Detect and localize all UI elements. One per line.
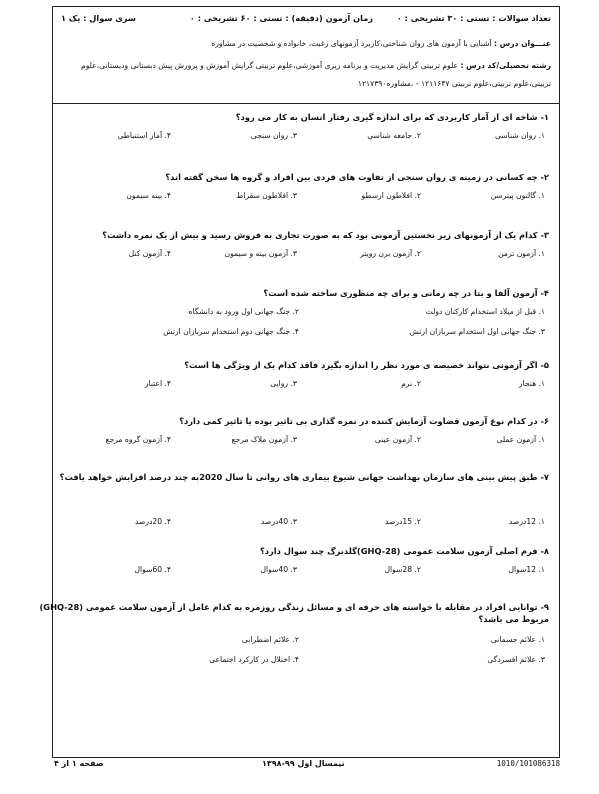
option-3[interactable]: ۳. افلاطون سقراط bbox=[236, 191, 297, 200]
option-1[interactable]: ۱. روان شناسی bbox=[494, 131, 545, 140]
exam-code: 1010/101086318 bbox=[496, 759, 560, 768]
exam-header bbox=[53, 7, 559, 104]
question-1 bbox=[63, 111, 549, 145]
option-2[interactable]: ۲. علائم اضطرابی bbox=[241, 635, 299, 644]
option-2[interactable]: ۲. 15درصد bbox=[384, 517, 421, 526]
page-number: صفحه ۱ از ۴ bbox=[54, 759, 104, 768]
question-3 bbox=[63, 229, 549, 263]
option-2[interactable]: ۲. 28سوال bbox=[384, 565, 421, 574]
option-2[interactable]: ۲. جامعه شناسی bbox=[367, 131, 421, 140]
question-text: ۸- فرم اصلی آزمون سلامت عمومی (GHQ-28)گلدبرگ چند سوال دارد؟ bbox=[259, 546, 549, 556]
header-top-row bbox=[61, 13, 551, 27]
option-4[interactable]: ۴. 60سوال bbox=[134, 565, 171, 574]
option-4[interactable]: ۴. اعتبار bbox=[144, 379, 171, 388]
exam-frame bbox=[39, 6, 560, 758]
field-line bbox=[61, 61, 551, 70]
question-5 bbox=[63, 359, 549, 393]
options-row bbox=[63, 379, 549, 393]
option-3[interactable]: ۳. روایی bbox=[270, 379, 297, 388]
options-row bbox=[63, 131, 549, 145]
option-1[interactable]: ۱. 12سوال bbox=[508, 565, 545, 574]
field-label: رشته تحصیلی/کد درس : bbox=[460, 61, 551, 70]
option-1[interactable]: ۱. آزمون عملی bbox=[496, 435, 545, 444]
options-row bbox=[63, 655, 549, 669]
question-9 bbox=[39, 601, 549, 669]
question-8 bbox=[63, 545, 549, 579]
option-3[interactable]: ۳. علائم افسردگی bbox=[487, 655, 545, 664]
question-text: ۶- در کدام نوع آزمون قضاوت آزمایش کننده در نمره گذاری بی تاثیر بوده یا تاثیر کمی دارد؟ bbox=[179, 416, 549, 426]
option-2[interactable]: ۲. آزمون برن رویتر bbox=[360, 249, 421, 258]
question-count: تعداد سوالات : تستی : ۳۰ تشریحی : ۰ bbox=[396, 13, 551, 23]
option-4[interactable]: ۴. آزمون کتل bbox=[128, 249, 171, 258]
option-1[interactable]: ۱. هنجار bbox=[518, 379, 545, 388]
option-4[interactable]: ۴. بینه سیمون bbox=[126, 191, 171, 200]
option-4[interactable]: ۴. اختلال در کارکرد اجتماعی bbox=[209, 655, 299, 664]
question-4 bbox=[63, 287, 549, 341]
field-value-2: تربیتی،علوم تربیتی،علوم تربیتی ۱۲۱۱۶۴۷ - ،مشاوره۱۲۱۷۳۹۰ bbox=[357, 79, 551, 88]
option-3[interactable]: ۳. آزمون ملاک مرجع bbox=[231, 435, 297, 444]
question-text: ۳- کدام یک از آزمونهای زیر نخستین آزمونی بود که به صورت تجاری به فروش رسید و بیش از یک نمره داشت؟ bbox=[102, 230, 549, 240]
options-row bbox=[63, 435, 549, 449]
question-text: ۱- شاخه ای از آمار کاربردی که برای اندازه گیری رفتار انسان به کار می رود؟ bbox=[235, 112, 549, 122]
question-text: ۷- طبق پیش بینی های سازمان بهداشت جهانی شیوع بیماری های روانی تا سال 2020به چند درصد افزایش خواهد یافت؟ bbox=[59, 472, 549, 482]
field-line-2 bbox=[61, 79, 551, 88]
course-title-line bbox=[61, 39, 551, 48]
question-text: ۹- توانایی افراد در مقابله با خواسته های حرفه ای و مسائل زندگی روزمره به کدام عامل از آزمون سلامت عمومی (GHQ-28) bbox=[39, 602, 549, 612]
question-text-continued: مربوط می باشد؟ bbox=[478, 614, 549, 624]
option-4[interactable]: ۴. جنگ جهانی دوم استخدام سربازان ارتش bbox=[163, 327, 299, 336]
course-title-label: عنـــوان درس : bbox=[494, 39, 551, 48]
course-title: آشنایی با آزمون های روان شناختی،کاربرد آزمونهای رغبت، خانواده و شخصیت در مشاوره bbox=[211, 39, 492, 48]
field-value: علوم تربیتی گرایش مدیریت و برنامه ریزی آموزشی،علوم تربیتی گرایش آموزش و پرورش پیش دبستانی ودبستانی،علوم bbox=[81, 61, 459, 70]
options-row bbox=[63, 635, 549, 649]
option-1[interactable]: ۱. قبل از میلاد استخدام کارکنان دولت bbox=[425, 307, 545, 316]
option-3[interactable]: ۳. آزمون بینه و سیمون bbox=[224, 249, 297, 258]
options-row bbox=[63, 191, 549, 205]
option-3[interactable]: ۳. روان سنجی bbox=[250, 131, 297, 140]
question-6 bbox=[63, 415, 549, 449]
question-text: ۴- آزمون آلفا و بتا در چه زمانی و برای چه منظوری ساخته شده است؟ bbox=[263, 288, 549, 298]
options-row bbox=[63, 565, 549, 579]
question-text: ۲- چه کسانی در زمینه ی روان سنجی از تفاوت های فردی بین افراد و گروه ها سخن گفته اند؟ bbox=[165, 172, 549, 182]
option-3[interactable]: ۳. 40درصد bbox=[260, 517, 297, 526]
option-3[interactable]: ۳. جنگ جهانی اول استخدام سربازان ارتش bbox=[409, 327, 545, 336]
exam-time: زمان آزمون (دقیقه) : تستی : ۶۰ تشریحی : ۰ bbox=[189, 13, 373, 23]
page-footer bbox=[52, 756, 560, 772]
option-1[interactable]: ۱. آزمون ترمن bbox=[498, 249, 545, 258]
options-row bbox=[63, 327, 549, 341]
option-1[interactable]: ۱. گالتون پیترسن bbox=[490, 191, 545, 200]
option-2[interactable]: ۲. آزمون عینی bbox=[374, 435, 421, 444]
option-2[interactable]: ۲. افلاطون ارسطو bbox=[361, 191, 421, 200]
question-series: سری سوال : یک ۱ bbox=[61, 13, 136, 23]
option-4[interactable]: ۴. آزمون گروه مرجع bbox=[105, 435, 171, 444]
options-row bbox=[63, 307, 549, 321]
question-text: ۵- اگر آزمونی نتواند خصیصه ی مورد نظر را اندازه بگیرد فاقد کدام یک از ویژگی ها است؟ bbox=[184, 360, 549, 370]
option-4[interactable]: ۴. آمار استنباطی bbox=[117, 131, 171, 140]
option-2[interactable]: ۲. نرم bbox=[401, 379, 421, 388]
options-row bbox=[63, 517, 549, 531]
options-row bbox=[63, 249, 549, 263]
exam-term: نیمسال اول ۹۹-۱۳۹۸ bbox=[262, 759, 345, 768]
option-1[interactable]: ۱. 12درصد bbox=[508, 517, 545, 526]
option-1[interactable]: ۱. علائم جسمانی bbox=[490, 635, 545, 644]
option-4[interactable]: ۴. 20درصد bbox=[134, 517, 171, 526]
option-3[interactable]: ۳. 40سوال bbox=[260, 565, 297, 574]
question-7 bbox=[59, 471, 549, 531]
question-2 bbox=[63, 171, 549, 205]
option-2[interactable]: ۲. جنگ جهانی اول ورود به دانشگاه bbox=[188, 307, 299, 316]
